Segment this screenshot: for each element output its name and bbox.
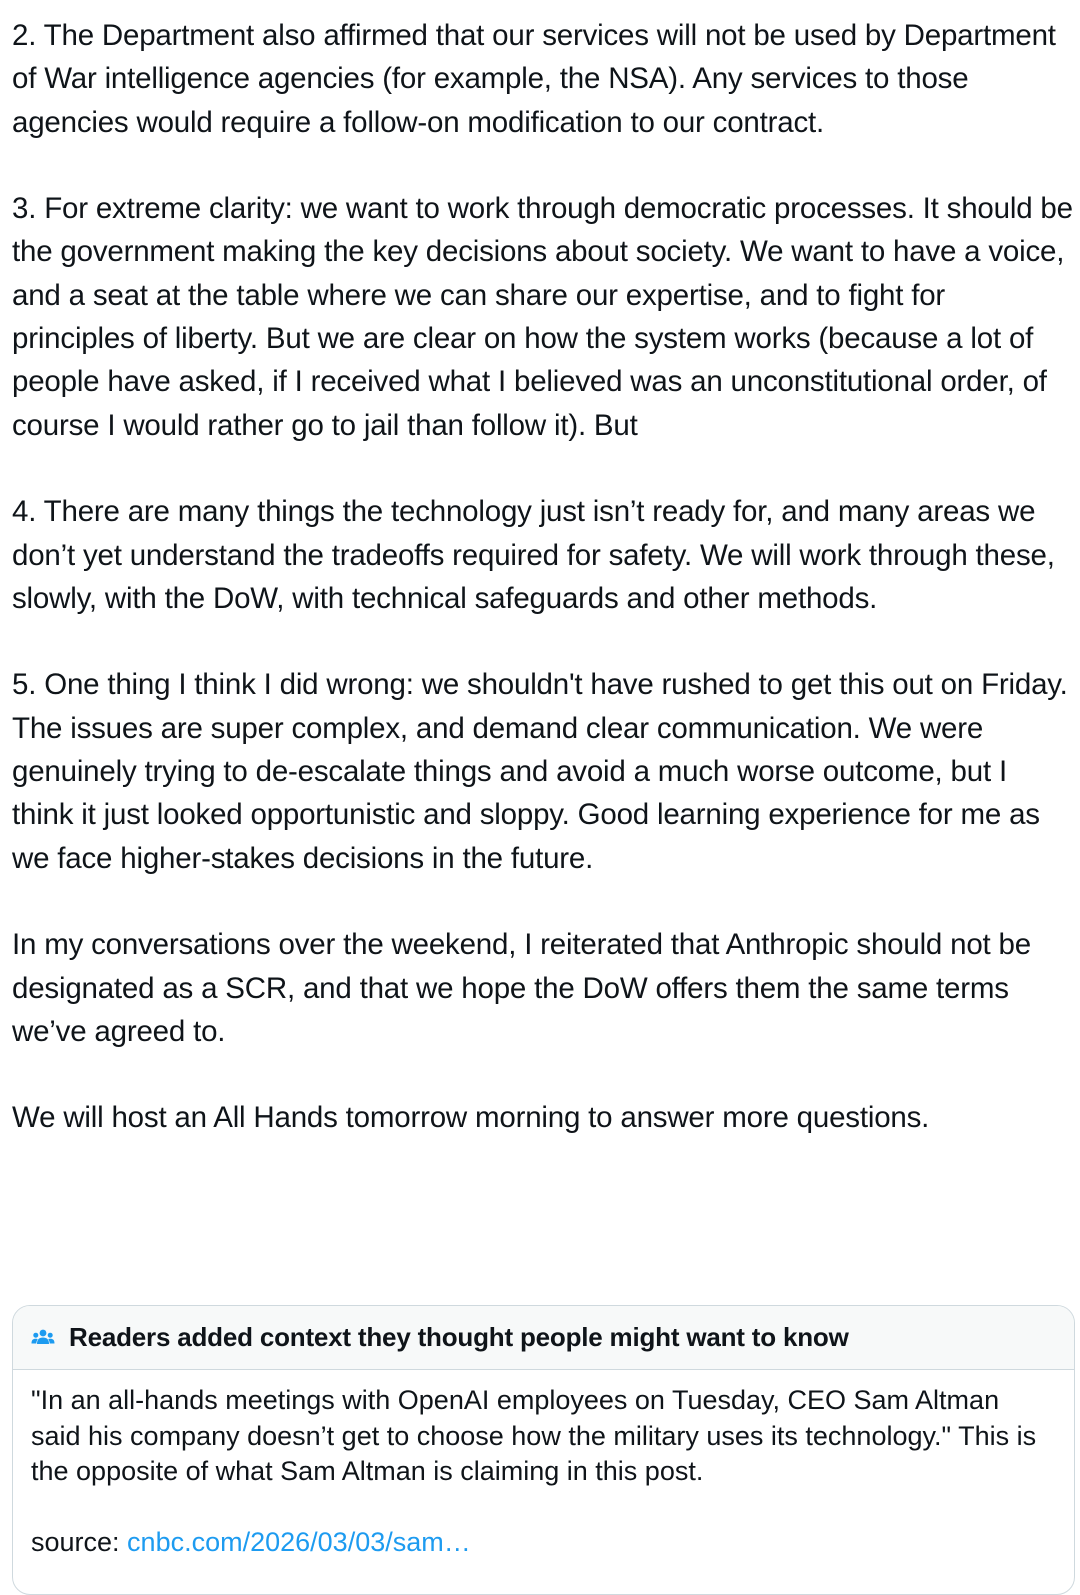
post-text — [12, 14, 1074, 1140]
community-note-header[interactable] — [13, 1306, 1074, 1370]
community-note-source — [31, 1525, 1056, 1561]
source-link[interactable]: cnbc.com/2026/03/03/sam… — [127, 1527, 471, 1558]
post-paragraph-4: 4. There are many things the technology just isn’t ready for, and many areas we don’t yet understand the tradeoffs required for safety. We will work through these, slowly, with the DoW, with technical safeguards and other methods. — [12, 495, 1055, 615]
post-paragraph-conversations: In my conversations over the weekend, I reiterated that Anthropic should not be designated as a SCR, and that we hope the DoW offers them the same terms we’ve agreed to. — [12, 928, 1031, 1048]
community-note-body — [13, 1370, 1074, 1561]
people-icon — [31, 1328, 55, 1348]
post-paragraph-3: 3. For extreme clarity: we want to work through democratic processes. It should be the government making the key decisions about society. We want to have a voice, and a seat at the table where we can share our expertise, and to fight for principles of liberty. But we are clear on how the system works (because a lot of people have asked, if I received what I believed was an unconstitutional order, of course I would rather go to jail than follow it). But — [12, 192, 1073, 442]
community-note-title: Readers added context they thought people might want to know — [69, 1322, 849, 1352]
community-note-text: "In an all-hands meetings with OpenAI employees on Tuesday, CEO Sam Altman said his company doesn’t get to choose how the military uses its technology." This is the opposite of what Sam Altman is claiming in this post. — [31, 1385, 1037, 1487]
community-note — [12, 1305, 1075, 1595]
source-label: source: — [31, 1527, 128, 1558]
post-paragraph-all-hands: We will host an All Hands tomorrow morning to answer more questions. — [12, 1101, 930, 1135]
post-paragraph-5: 5. One thing I think I did wrong: we shouldn't have rushed to get this out on Friday. The issues are super complex, and demand clear communication. We were genuinely trying to de-escalate things and avoid a much worse outcome, but I think it just looked opportunistic and sloppy. Good learning experience for me as we face higher-stakes decisions in the future. — [12, 668, 1068, 875]
post-paragraph-2: 2. The Department also affirmed that our services will not be used by Department of War intelligence agencies (for example, the NSA). Any services to those agencies would require a follow-on modification to our contract. — [12, 19, 1056, 139]
